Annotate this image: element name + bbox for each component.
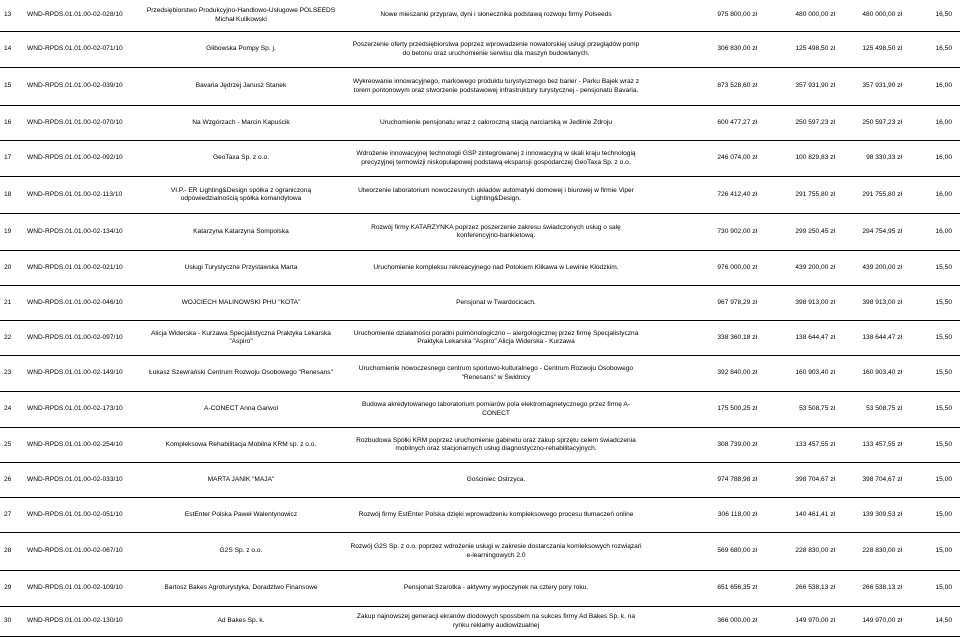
- eligible-costs: 266 538,13 zł: [795, 584, 835, 592]
- table-row: [0, 214, 960, 251]
- points-score: 16,00: [935, 154, 952, 162]
- project-title: Pensjonat w Twardocicach.: [456, 298, 536, 306]
- project-title: Uruchomienie pensjonatu wraz z całoroczną stacją narciarską w Jedlinie Zdroju: [380, 118, 612, 126]
- application-id: WND-RPDS.01.01.00-02-071/10: [27, 45, 123, 53]
- beneficiary-name: Katarzyna Katarzyna Sompolska: [193, 227, 289, 235]
- row-number: 17: [4, 154, 12, 162]
- requested-funding: 98 330,33 zł: [866, 154, 902, 162]
- table-row: [0, 392, 960, 428]
- beneficiary-name: Glibowska Pompy Sp. j.: [206, 45, 276, 53]
- total-value: 976 000,00 zł: [717, 263, 757, 271]
- row-number: 23: [4, 369, 12, 377]
- requested-funding: 133 457,55 zł: [862, 440, 902, 448]
- table-row: [0, 356, 960, 392]
- project-title: Zakup najnowszej generacji ekranów diodowych spossbem na sukces firmy Ad Bakes Sp. k. na rynku reklamy audiowizualnej: [356, 613, 636, 629]
- requested-funding: 439 200,00 zł: [862, 263, 902, 271]
- application-id: WND-RPDS.01.01.00-02-046/10: [27, 298, 123, 306]
- project-title: Gościniec Ostrzyca.: [466, 475, 526, 483]
- application-id: WND-RPDS.01.01.00-02-113/10: [27, 190, 123, 198]
- project-title: Budowa akredytowanego laboratorium pomiarów pola elektromagnetycznego przez firmę A-CONECT: [362, 401, 630, 417]
- points-score: 16,00: [935, 118, 952, 126]
- eligible-costs: 149 970,00 zł: [795, 617, 835, 625]
- beneficiary-name: Usługi Turystyczne Przystawska Marta: [184, 263, 298, 271]
- points-score: 16,00: [935, 82, 952, 90]
- eligible-costs: 398 704,67 zł: [795, 475, 835, 483]
- row-number: 15: [4, 82, 12, 90]
- eligible-costs: 299 250,45 zł: [795, 227, 835, 235]
- table-row: [0, 32, 960, 68]
- beneficiary-name: Bartosz Bakes Agroturystyka, Doradztwo Finansowe: [164, 584, 318, 592]
- row-number: 16: [4, 118, 12, 126]
- row-number: 24: [4, 405, 12, 413]
- requested-funding: 160 903,40 zł: [862, 369, 902, 377]
- points-score: 15,00: [935, 547, 952, 555]
- points-score: 15,00: [935, 510, 952, 518]
- points-score: 16,00: [935, 227, 952, 235]
- total-value: 726 412,40 zł: [717, 190, 757, 198]
- project-title: Rozwój G2S Sp. z o.o. poprzez wdrożenie usługi w zakresie dostarczania komleksowych rozwiązań e-learningowych 2.0: [350, 543, 642, 559]
- points-score: 15,50: [935, 440, 952, 448]
- points-score: 15,50: [935, 405, 952, 413]
- total-value: 338 360,18 zł: [717, 333, 757, 341]
- project-title: Wykreowanie innowacyjnego, markowego produktu turystycznego bez barier - Parku Bajek wraz z torem pontonowym oraz stworzenie podstawowej infrastruktury turystycznej - pensjonatu Bavaria.: [352, 78, 640, 94]
- requested-funding: 139 309,53 zł: [862, 510, 902, 518]
- beneficiary-name: Kompleksowa Rehabilitacja Mobilna KRM sp. z o.o.: [165, 440, 317, 448]
- beneficiary-name: G2S Sp. z o.o.: [219, 547, 263, 555]
- points-score: 15,00: [935, 584, 952, 592]
- beneficiary-name: MARTA JANIK "MAJA": [207, 475, 275, 483]
- points-score: 16,50: [935, 11, 952, 19]
- application-id: WND-RPDS.01.01.00-02-033/10: [27, 475, 123, 483]
- requested-funding: 250 597,23 zł: [862, 118, 902, 126]
- row-number: 30: [4, 617, 12, 625]
- total-value: 651 656,35 zł: [717, 584, 757, 592]
- project-title: Uruchomienie nowoczesnego centrum sportowo-kulturalnego - Centrum Rozwoju Osobowego "Renesans" w Świdnicy: [358, 365, 634, 381]
- application-id: WND-RPDS.01.01.00-02-070/10: [27, 118, 123, 126]
- table-row: [0, 0, 960, 32]
- beneficiary-name: Przedsiębiorstwo Produkcyjno-Handlowo-Usługowe POLSEEDS Michał Kulikowski: [146, 7, 336, 23]
- table-row: [0, 571, 960, 607]
- eligible-costs: 138 644,47 zł: [795, 333, 835, 341]
- requested-funding: 125 498,50 zł: [862, 45, 902, 53]
- eligible-costs: 250 597,23 zł: [795, 118, 835, 126]
- beneficiary-name: Bavaria Jędrzej Janusz Stanek: [195, 82, 287, 90]
- total-value: 569 680,00 zł: [717, 547, 757, 555]
- row-number: 25: [4, 440, 12, 448]
- points-score: 14,50: [935, 617, 952, 625]
- points-score: 15,50: [935, 369, 952, 377]
- total-value: 246 074,00 zł: [717, 154, 757, 162]
- table-row: [0, 428, 960, 463]
- points-score: 16,50: [935, 45, 952, 53]
- beneficiary-name: Na Wzgórzach - Marcin Kapuścik: [192, 118, 290, 126]
- project-title: Rozbudowa Spółki KRM poprzez uruchomienie gabinetu oraz zakup sprzętu celem świadczenia mobilnych oraz stacjonarnych usług diagnostyczno-rehabilitacyjnych.: [356, 436, 636, 452]
- application-id: WND-RPDS.01.01.00-02-134/10: [27, 227, 123, 235]
- table-row: [0, 321, 960, 356]
- row-number: 21: [4, 298, 12, 306]
- application-id: WND-RPDS.01.01.00-02-039/10: [27, 82, 123, 90]
- table-row: [0, 251, 960, 286]
- table-row: [0, 286, 960, 321]
- total-value: 175 500,25 zł: [717, 405, 757, 413]
- requested-funding: 357 931,90 zł: [862, 82, 902, 90]
- total-value: 308 739,00 zł: [717, 440, 757, 448]
- total-value: 974 788,98 zł: [717, 475, 757, 483]
- eligible-costs: 228 830,00 zł: [795, 547, 835, 555]
- eligible-costs: 140 461,41 zł: [795, 510, 835, 518]
- application-id: WND-RPDS.01.01.00-02-173/10: [27, 405, 123, 413]
- project-title: Nowe mieszanki przypraw, dyni i słonecznika podstawą rozwoju firmy Polseeds: [380, 11, 612, 19]
- requested-funding: 480 000,00 zł: [862, 11, 902, 19]
- total-value: 967 978,29 zł: [717, 298, 757, 306]
- row-number: 26: [4, 475, 12, 483]
- eligible-costs: 160 903,40 zł: [795, 369, 835, 377]
- points-score: 15,50: [935, 333, 952, 341]
- table-row: [0, 106, 960, 141]
- points-score: 15,50: [935, 263, 952, 271]
- requested-funding: 294 754,95 zł: [862, 227, 902, 235]
- table-row: [0, 607, 960, 637]
- table-row: [0, 141, 960, 177]
- points-score: 15,00: [935, 475, 952, 483]
- beneficiary-name: A-CONECT Anna Garwol: [204, 405, 278, 413]
- beneficiary-name: Łukasz Szewrański Centrum Rozwoju Osobowego "Renesans": [149, 369, 333, 377]
- points-score: 15,50: [935, 298, 952, 306]
- application-id: WND-RPDS.01.01.00-02-051/10: [27, 510, 123, 518]
- beneficiary-name: EstEnter Polska Paweł Walentynowicz: [184, 510, 298, 518]
- table-row: [0, 68, 960, 106]
- project-title: Pensjonat Szarotka - aktywny wypoczynek na cztery pory roku.: [403, 584, 589, 592]
- project-title: Uruchomienie działalności poradni pulmonologiczno – alergologicznej przez firmę Specjalistyczna Praktyka Lekarska "Aspiro" Alicja Widerska - Kurzawa: [353, 329, 639, 345]
- beneficiary-name: WOJCIECH MALINOWSKI PHU "KOTA": [181, 298, 301, 306]
- table-row: [0, 533, 960, 571]
- row-number: 22: [4, 333, 12, 341]
- project-title: Utworzenie laboratorium nowoczesnych układów automatyki domowej i biurowej w firmie Viper Lighting&Design.: [358, 186, 634, 202]
- application-id: WND-RPDS.01.01.00-02-254/10: [27, 440, 123, 448]
- table-row: [0, 177, 960, 214]
- row-number: 28: [4, 547, 12, 555]
- requested-funding: 53 508,75 zł: [866, 405, 902, 413]
- requested-funding: 149 970,00 zł: [862, 617, 902, 625]
- beneficiary-name: Ad Bakes Sp. k.: [217, 617, 265, 625]
- application-id: WND-RPDS.01.01.00-02-028/10: [27, 11, 123, 19]
- application-id: WND-RPDS.01.01.00-02-149/10: [27, 369, 123, 377]
- total-value: 730 902,00 zł: [717, 227, 757, 235]
- requested-funding: 138 644,47 zł: [862, 333, 902, 341]
- total-value: 873 528,60 zł: [717, 82, 757, 90]
- table-row: [0, 498, 960, 533]
- eligible-costs: 100 829,83 zł: [795, 154, 835, 162]
- total-value: 600 477,27 zł: [717, 118, 757, 126]
- row-number: 19: [4, 227, 12, 235]
- total-value: 975 800,00 zł: [717, 11, 757, 19]
- application-id: WND-RPDS.01.01.00-02-130/10: [27, 617, 123, 625]
- project-title: Rozwój firmy EstEnter Polska dzięki wprowadzeniu kompleksowego procesu tłumaczeń online: [358, 510, 634, 518]
- beneficiary-name: GeoTaxa Sp. z o.o.: [212, 154, 270, 162]
- requested-funding: 266 538,13 zł: [862, 584, 902, 592]
- eligible-costs: 53 508,75 zł: [799, 405, 835, 413]
- application-id: WND-RPDS.01.01.00-02-109/10: [27, 584, 123, 592]
- application-id: WND-RPDS.01.01.00-02-092/10: [27, 154, 123, 162]
- row-number: 14: [4, 45, 12, 53]
- total-value: 306 830,00 zł: [717, 45, 757, 53]
- requested-funding: 398 913,00 zł: [862, 298, 902, 306]
- eligible-costs: 125 498,50 zł: [795, 45, 835, 53]
- eligible-costs: 398 913,00 zł: [795, 298, 835, 306]
- eligible-costs: 133 457,55 zł: [795, 440, 835, 448]
- row-number: 18: [4, 190, 12, 198]
- total-value: 392 840,00 zł: [717, 369, 757, 377]
- requested-funding: 398 704,67 zł: [862, 475, 902, 483]
- total-value: 366 000,00 zł: [717, 617, 757, 625]
- row-number: 13: [4, 11, 12, 19]
- eligible-costs: 480 000,00 zł: [795, 11, 835, 19]
- beneficiary-name: Alicja Widerska - Kurzawa Specjalistyczna Praktyka Lekarska "Aspiro": [151, 329, 331, 345]
- beneficiary-name: VI.P.- ER Lighting&Design spółka z ograniczoną odpowiedzialnością spółka komandytowa: [170, 186, 312, 202]
- project-title: Wdrożenie innowacyjnej technologii GSP zintegrowanej z innowacyjną w skali kraju technologią precyzyjnej termowizji niskopułapowej podstawą ekspansji gospodarczej GeoTaxa Sp. z o.o.: [356, 150, 636, 166]
- application-id: WND-RPDS.01.01.00-02-021/10: [27, 263, 123, 271]
- project-title: Poszerzenie oferty przedsiębiorstwa poprzez wprowadzenie nowatorskiej usługi przeglądów pomp do betonu oraz uruchomienie serwisu dla maszyn budowlanych.: [352, 41, 640, 57]
- eligible-costs: 291 755,80 zł: [795, 190, 835, 198]
- row-number: 27: [4, 510, 12, 518]
- eligible-costs: 439 200,00 zł: [795, 263, 835, 271]
- project-title: Rozwój firmy KATARZYNKA poprzez poszerzenie zakresu świadczonych usług o salę konferencyjno-bankietową.: [371, 223, 621, 239]
- eligible-costs: 357 931,90 zł: [795, 82, 835, 90]
- application-id: WND-RPDS.01.01.00-02-067/10: [27, 547, 123, 555]
- requested-funding: 228 830,00 zł: [862, 547, 902, 555]
- application-id: WND-RPDS.01.01.00-02-097/10: [27, 333, 123, 341]
- requested-funding: 291 755,80 zł: [862, 190, 902, 198]
- table-row: [0, 463, 960, 498]
- row-number: 20: [4, 263, 12, 271]
- row-number: 29: [4, 584, 12, 592]
- total-value: 306 118,00 zł: [717, 510, 757, 518]
- project-title: Uruchomienie kompleksu rekreacyjnego nad Potokiem Klikawa w Lewinie Kłodzkim.: [373, 263, 619, 271]
- points-score: 16,00: [935, 190, 952, 198]
